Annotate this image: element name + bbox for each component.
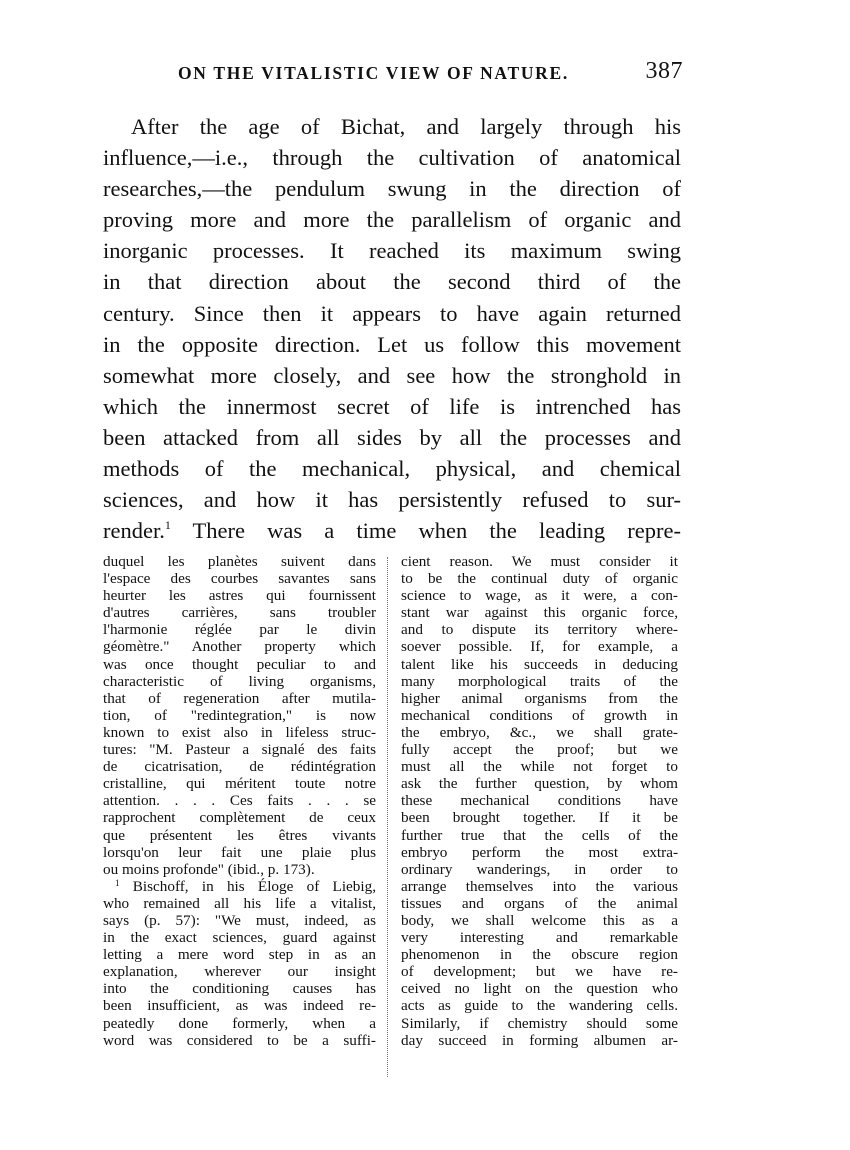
footnote-line: these mechanical conditions have	[401, 792, 678, 810]
footnote-1-start	[103, 878, 376, 895]
footnote-line: must all the while not forget to	[401, 758, 678, 776]
main-text-line: which the innermost secret of life is intrenched has	[103, 393, 681, 419]
footnote-line: was once thought peculiar to and	[103, 655, 376, 673]
footnote-line: acts as guide to the wandering cells.	[401, 997, 678, 1015]
footnote-line: talent like his succeeds in deducing	[401, 655, 678, 673]
footnote-line: lorsqu'on leur fait une plaie plus	[103, 843, 376, 861]
footnote-line: many morphological traits of the	[401, 672, 678, 690]
main-text-fragment: render.	[103, 518, 165, 544]
main-text-line: influence,—i.e., through the cultivation of anatomical	[103, 145, 681, 171]
main-paragraph	[103, 111, 681, 546]
footnote-line: of development; but we have re-	[401, 963, 678, 981]
main-text-line: proving more and more the parallelism of organic and	[103, 207, 681, 233]
footnote-line: ou moins profonde" (ibid., p. 173).	[103, 860, 315, 878]
footnote-line: that of regeneration after mutila-	[103, 689, 376, 707]
footnote-column-left	[103, 553, 376, 1049]
footnote-line: day succeed in forming albumen ar-	[401, 1031, 678, 1049]
footnote-line: known to exist also in lifeless struc-	[103, 723, 376, 741]
footnote-column-right	[401, 553, 678, 1049]
footnote-line: heurter les astres qui fournissent	[103, 587, 376, 605]
footnote-line: word was considered to be a suffi-	[103, 1031, 376, 1049]
footnote-line: ask the further question, by whom	[401, 775, 678, 793]
footnote-line: says (p. 57): "We must, indeed, as	[103, 911, 376, 929]
main-text-line: somewhat more closely, and see how the stronghold in	[103, 362, 681, 388]
footnote-line: characteristic of living organisms,	[103, 672, 376, 690]
footnote-mark: 1	[115, 877, 120, 888]
footnote-line: de cicatrisation, de rédintégration	[103, 758, 376, 776]
main-text-line: sciences, and how it has persistently refused to sur-	[103, 487, 681, 513]
footnote-line: soever possible. If, for example, a	[401, 638, 678, 656]
footnote-line: who remained all his life a vitalist,	[103, 894, 376, 912]
footnote-line: Similarly, if chemistry should some	[401, 1014, 678, 1032]
main-text-line: researches,—the pendulum swung in the direction of	[103, 176, 681, 202]
footnote-line: in the exact sciences, guard against	[103, 929, 376, 947]
footnote-line: cient reason. We must consider it	[401, 553, 678, 570]
footnote-line: embryo perform the most extra-	[401, 843, 678, 861]
footnote-line: and to dispute its territory where-	[401, 621, 678, 639]
footnote-line: the embryo, &c., we shall grate-	[401, 723, 678, 741]
footnote-line: attention. . . . Ces faits . . . se	[103, 792, 376, 810]
footnote-line: science to wage, as it were, a con-	[401, 587, 678, 605]
footnote-line: cristalline, qui méritent toute notre	[103, 775, 376, 793]
page-number: 387	[645, 58, 683, 84]
footnote-line: peatedly done formerly, when a	[103, 1014, 376, 1032]
footnote-line: phenomenon in the obscure region	[401, 946, 678, 964]
footnote-line: duquel les planètes suivent dans	[103, 553, 376, 570]
footnote-line: ceived no light on the question who	[401, 980, 678, 998]
footnote-line: been brought together. If it be	[401, 809, 678, 827]
footnote-line: tures: "M. Pasteur a signalé des faits	[103, 741, 376, 759]
footnote-line: mechanical conditions of growth in	[401, 706, 678, 724]
footnote-line: géomètre." Another property which	[103, 638, 376, 656]
footnote-text-fragment: Bischoff, in his Éloge of Liebig,	[119, 877, 376, 895]
main-text-line: been attacked from all sides by all the processes and	[103, 424, 681, 450]
main-text-line: in the opposite direction. Let us follow this movement	[103, 331, 681, 357]
main-text-line: inorganic processes. It reached its maximum swing	[103, 238, 681, 264]
column-divider	[387, 557, 388, 1077]
footnote-line: higher animal organisms from the	[401, 689, 678, 707]
footnote-line: into the conditioning causes has	[103, 980, 376, 998]
footnote-line: tissues and organs of the animal	[401, 894, 678, 912]
running-title: ON THE VITALISTIC VIEW OF NATURE.	[178, 63, 569, 83]
main-text-line: methods of the mechanical, physical, and chemical	[103, 456, 681, 482]
footnote-line: ordinary wanderings, in order to	[401, 860, 678, 878]
running-header	[178, 58, 683, 90]
main-text-fragment: There was a time when the leading repre-	[170, 518, 681, 544]
footnote-reference: 1	[164, 518, 171, 533]
footnote-line: arrange themselves into the various	[401, 877, 678, 895]
footnote-line: explanation, wherever our insight	[103, 963, 376, 981]
footnote-line: stant war against this organic force,	[401, 604, 678, 622]
footnote-line: rapprochent complètement de ceux	[103, 809, 376, 827]
main-text-line-last	[103, 515, 681, 546]
footnote-line: to be the continual duty of organic	[401, 570, 678, 588]
footnote-line: letting a mere word step in as an	[103, 946, 376, 964]
footnote-line: l'harmonie réglée par le divin	[103, 621, 376, 639]
footnote-line: fully accept the proof; but we	[401, 741, 678, 759]
footnote-line: very interesting and remarkable	[401, 929, 678, 947]
main-text-line: century. Since then it appears to have again returned	[103, 300, 681, 326]
footnote-line: que présentent les êtres vivants	[103, 826, 376, 844]
footnote-line: d'autres carrières, sans troubler	[103, 604, 376, 622]
footnote-line: further true that the cells of the	[401, 826, 678, 844]
footnote-line: been insufficient, as was indeed re-	[103, 997, 376, 1015]
footnote-line: tion, of "redintegration," is now	[103, 706, 376, 724]
main-text-line: in that direction about the second third of the	[103, 269, 681, 295]
footnote-line: body, we shall welcome this as a	[401, 911, 678, 929]
main-text-line: After the age of Bichat, and largely through his	[131, 114, 681, 139]
footnote-line: l'espace des courbes savantes sans	[103, 570, 376, 588]
